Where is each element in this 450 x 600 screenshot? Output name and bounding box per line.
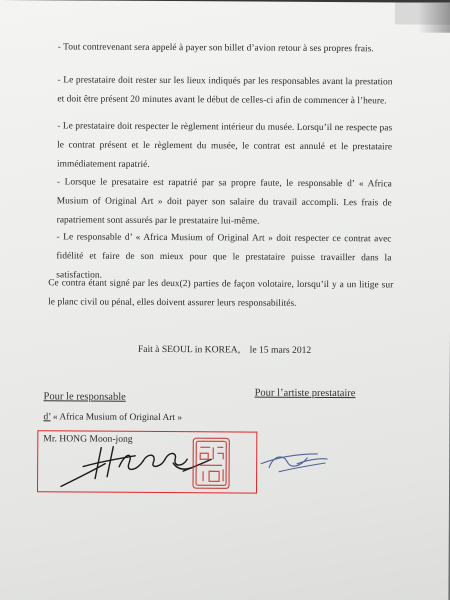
place-and-date: Fait à SEOUL in KOREA, le 15 mars 2012 (137, 343, 312, 356)
clause-dispute: Ce contra étant signé par les deux(2) parties de façon volotaire, lorsqu’il y a un litige sur le planc civil ou pénal, elles doivent assurer leurs responsabilités. (48, 278, 394, 309)
clause-museum-rules: - Le prestataire doit respecter le règlement intérieur du musée. Lorsqu’il ne respecte pas le contrat présent et le règlement du musée, le contrat est annulé et le prestataire immédiatement rapatrié. (56, 121, 393, 170)
clause-presence: - Le prestataire doit rester sur les lieux indiqués par les responsables avant la prestation et doit être présent 20 minutes avant le début de celles-ci afin de commencer à l’heure. (57, 75, 393, 107)
org-name: « Africa Musium of Original Art » (52, 412, 183, 424)
artist-handwritten-signature (261, 454, 327, 472)
clause-repatriation: - Lorsque le presataire est rapatrié par sa propre faute, le responsable d’ « Africa Musium of Original Art » doit payer son salaire du travail accompli. Les frais de rapatriement sont assurés par le prestataire lui-même. (56, 177, 392, 227)
clause-return-ticket: - Tout contrevenant sera appelé à payer son billet d’avion retour à ses propres frais. (57, 42, 374, 55)
responsible-handwritten-signature (61, 446, 211, 487)
signer-name: Mr. HONG Moon-jong (43, 433, 133, 445)
right-signatory-title: Pour l’artiste prestataire (254, 387, 356, 400)
clause-responsible-duty: - Le responsable d’ « Africa Musium of Original Art » doit respecter ce contrat avec fidélité et faire de son mieux pour que le prestataire puisse travailler dans la satisfaction. (56, 232, 392, 281)
left-signatory-title: Pour le responsable (43, 391, 126, 403)
official-red-seal (193, 438, 229, 488)
org-prefix: d’ (43, 412, 51, 423)
